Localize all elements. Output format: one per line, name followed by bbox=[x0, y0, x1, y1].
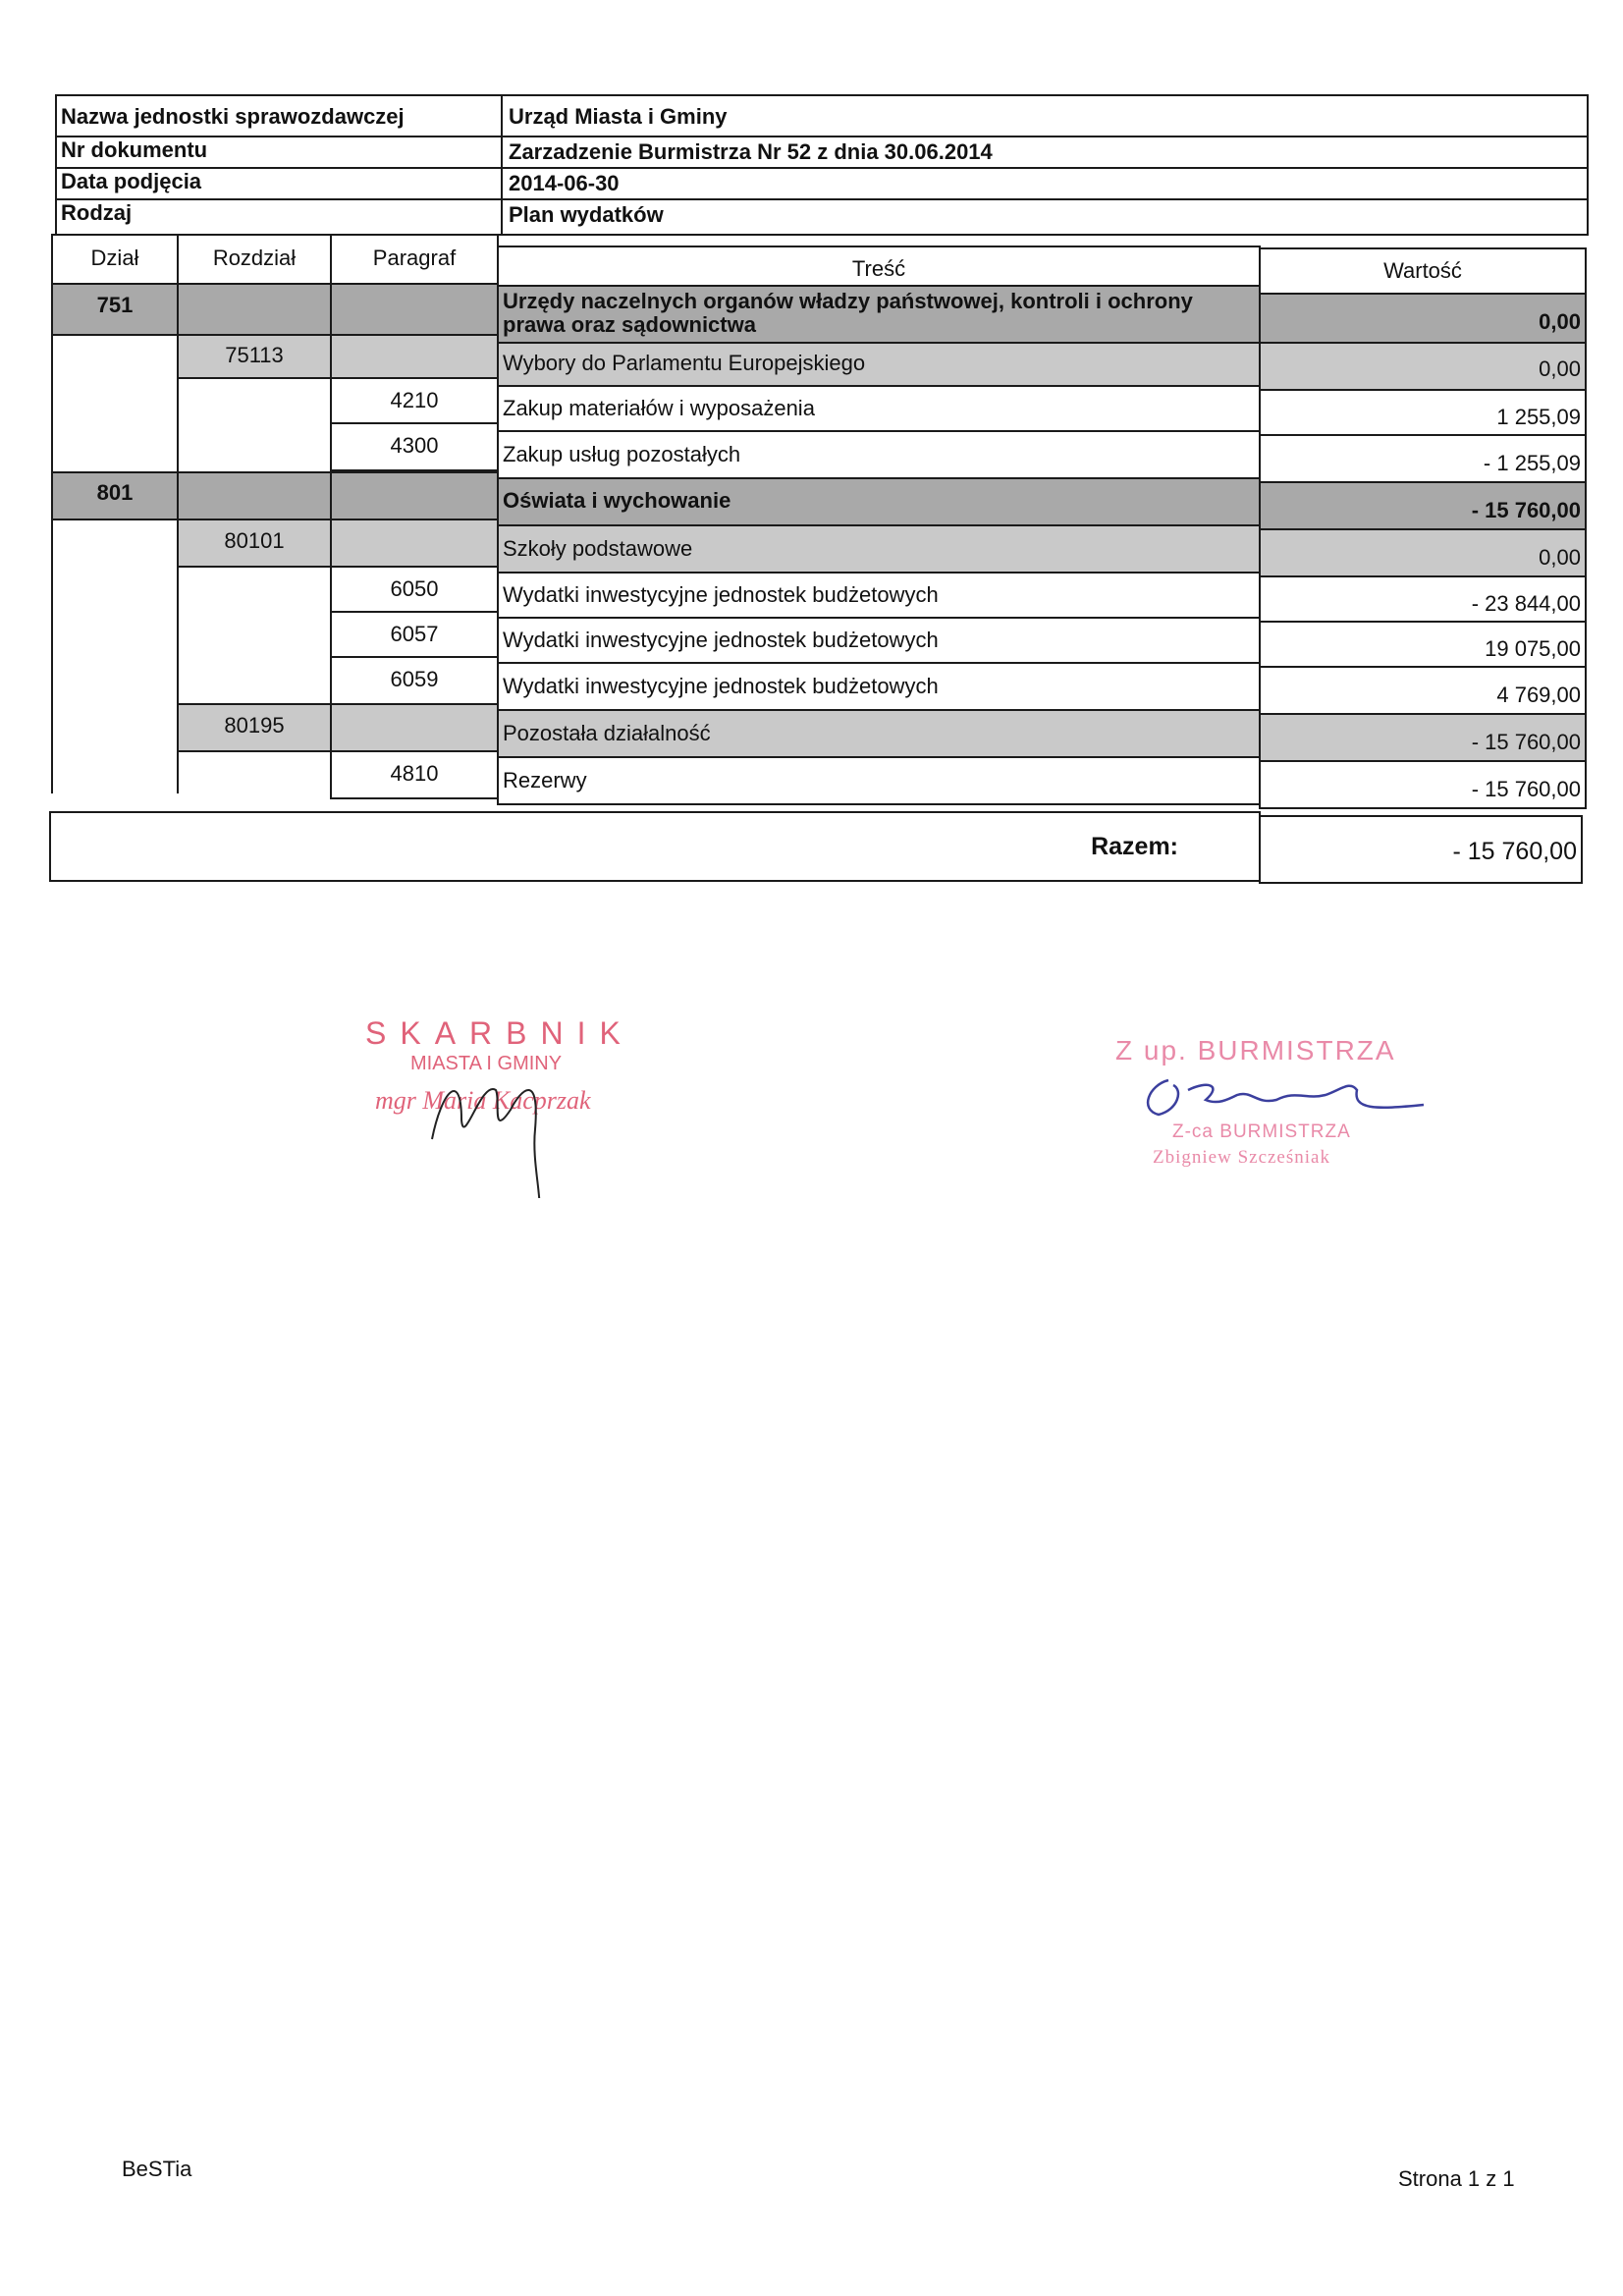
mayor-stamp-subtitle: Z-ca BURMISTRZA bbox=[1172, 1121, 1351, 1142]
table-row-tresc: Wybory do Parlamentu Europejskiego bbox=[497, 342, 1261, 387]
table-row-paragraf bbox=[330, 283, 499, 336]
info-value-doc-number: Zarzadzenie Burmistrza Nr 52 z dnia 30.06.2014 bbox=[509, 139, 993, 164]
table-row-wartosc: 0,00 bbox=[1259, 528, 1587, 577]
column-header-dzial: Dział bbox=[51, 234, 179, 285]
table-row-wartosc: - 15 760,00 bbox=[1259, 481, 1587, 530]
info-label-date: Data podjęcia bbox=[61, 169, 202, 193]
mayor-signature-icon bbox=[1129, 1070, 1434, 1139]
info-label-type: Rodzaj bbox=[61, 200, 133, 225]
table-row-paragraf: 4810 bbox=[330, 750, 499, 799]
total-label-cell bbox=[49, 811, 1261, 882]
table-row-tresc: Wydatki inwestycyjne jednostek budżetowych bbox=[497, 572, 1261, 619]
table-row-dzial bbox=[51, 334, 179, 473]
column-header-paragraf: Paragraf bbox=[330, 234, 499, 285]
table-row-wartosc: 19 075,00 bbox=[1259, 621, 1587, 668]
table-row-rozdzial bbox=[177, 377, 332, 473]
budget-table bbox=[0, 0, 1623, 903]
table-row-tresc: Wydatki inwestycyjne jednostek budżetowych bbox=[497, 662, 1261, 711]
info-label-doc-number: Nr dokumentu bbox=[61, 137, 208, 162]
total-label: Razem: bbox=[1091, 833, 1178, 860]
mayor-stamp-title: Z up. BURMISTRZA bbox=[1115, 1035, 1396, 1066]
table-row-paragraf: 6050 bbox=[330, 566, 499, 613]
total-value: - 15 760,00 bbox=[1259, 815, 1583, 884]
table-row-rozdzial bbox=[177, 283, 332, 336]
table-row-dzial: 751 bbox=[51, 283, 179, 336]
treasurer-stamp-subtitle: MIASTA I GMINY bbox=[410, 1053, 563, 1074]
table-row-paragraf: 6057 bbox=[330, 611, 499, 658]
column-header-wartosc: Wartość bbox=[1259, 247, 1587, 295]
table-row-wartosc: - 23 844,00 bbox=[1259, 575, 1587, 623]
table-row-rozdzial: 75113 bbox=[177, 334, 332, 379]
table-row-tresc: Zakup materiałów i wyposażenia bbox=[497, 385, 1261, 432]
table-row-dzial bbox=[51, 519, 179, 793]
table-row-rozdzial bbox=[177, 750, 332, 793]
info-value-type: Plan wydatków bbox=[509, 202, 664, 227]
info-value-date: 2014-06-30 bbox=[509, 171, 620, 195]
mayor-stamp bbox=[1109, 1031, 1443, 1188]
table-row-paragraf bbox=[330, 519, 499, 568]
table-row-rozdzial bbox=[177, 471, 332, 520]
table-row-tresc: Zakup usług pozostałych bbox=[497, 430, 1261, 479]
column-header-rozdzial: Rozdział bbox=[177, 234, 332, 285]
table-row-paragraf bbox=[330, 334, 499, 379]
table-row-wartosc: 0,00 bbox=[1259, 342, 1587, 391]
table-row-dzial: 801 bbox=[51, 471, 179, 520]
table-row-rozdzial: 80101 bbox=[177, 519, 332, 568]
treasurer-stamp bbox=[363, 1011, 658, 1188]
table-row-wartosc: - 15 760,00 bbox=[1259, 760, 1587, 809]
info-label-unit: Nazwa jednostki sprawozdawczej bbox=[61, 104, 405, 129]
table-row-paragraf: 6059 bbox=[330, 656, 499, 705]
table-row-paragraf bbox=[330, 471, 499, 520]
treasurer-stamp-name: mgr Maria Kacprzak bbox=[375, 1086, 591, 1115]
footer-page-number: Strona 1 z 1 bbox=[1398, 2166, 1515, 2191]
table-row-paragraf bbox=[330, 703, 499, 752]
table-row-rozdzial bbox=[177, 566, 332, 705]
table-row-wartosc: 4 769,00 bbox=[1259, 666, 1587, 715]
table-row-tresc: Rezerwy bbox=[497, 756, 1261, 805]
table-row-tresc: Wydatki inwestycyjne jednostek budżetowych bbox=[497, 617, 1261, 664]
footer-software-name: BeSTia bbox=[122, 2157, 192, 2181]
table-row-tresc: Szkoły podstawowe bbox=[497, 524, 1261, 574]
table-row-tresc: Pozostała działalność bbox=[497, 709, 1261, 758]
table-row-tresc: Urzędy naczelnych organów władzy państwowej, kontroli i ochrony prawa oraz sądownictwa bbox=[497, 285, 1261, 344]
column-header-tresc: Treść bbox=[497, 246, 1261, 293]
mayor-stamp-name: Zbigniew Szcześniak bbox=[1153, 1147, 1330, 1168]
table-row-paragraf: 4300 bbox=[330, 422, 499, 471]
table-row-wartosc: 0,00 bbox=[1259, 293, 1587, 344]
info-value-unit: Urząd Miasta i Gminy bbox=[509, 104, 728, 129]
treasurer-stamp-title: SKARBNIK bbox=[365, 1015, 634, 1051]
table-row-wartosc: - 1 255,09 bbox=[1259, 434, 1587, 483]
table-row-paragraf: 4210 bbox=[330, 377, 499, 424]
table-row-wartosc: 1 255,09 bbox=[1259, 389, 1587, 436]
table-row-rozdzial: 80195 bbox=[177, 703, 332, 752]
table-row-wartosc: - 15 760,00 bbox=[1259, 713, 1587, 762]
treasurer-signature-icon bbox=[403, 1031, 628, 1198]
table-row-tresc: Oświata i wychowanie bbox=[497, 477, 1261, 526]
